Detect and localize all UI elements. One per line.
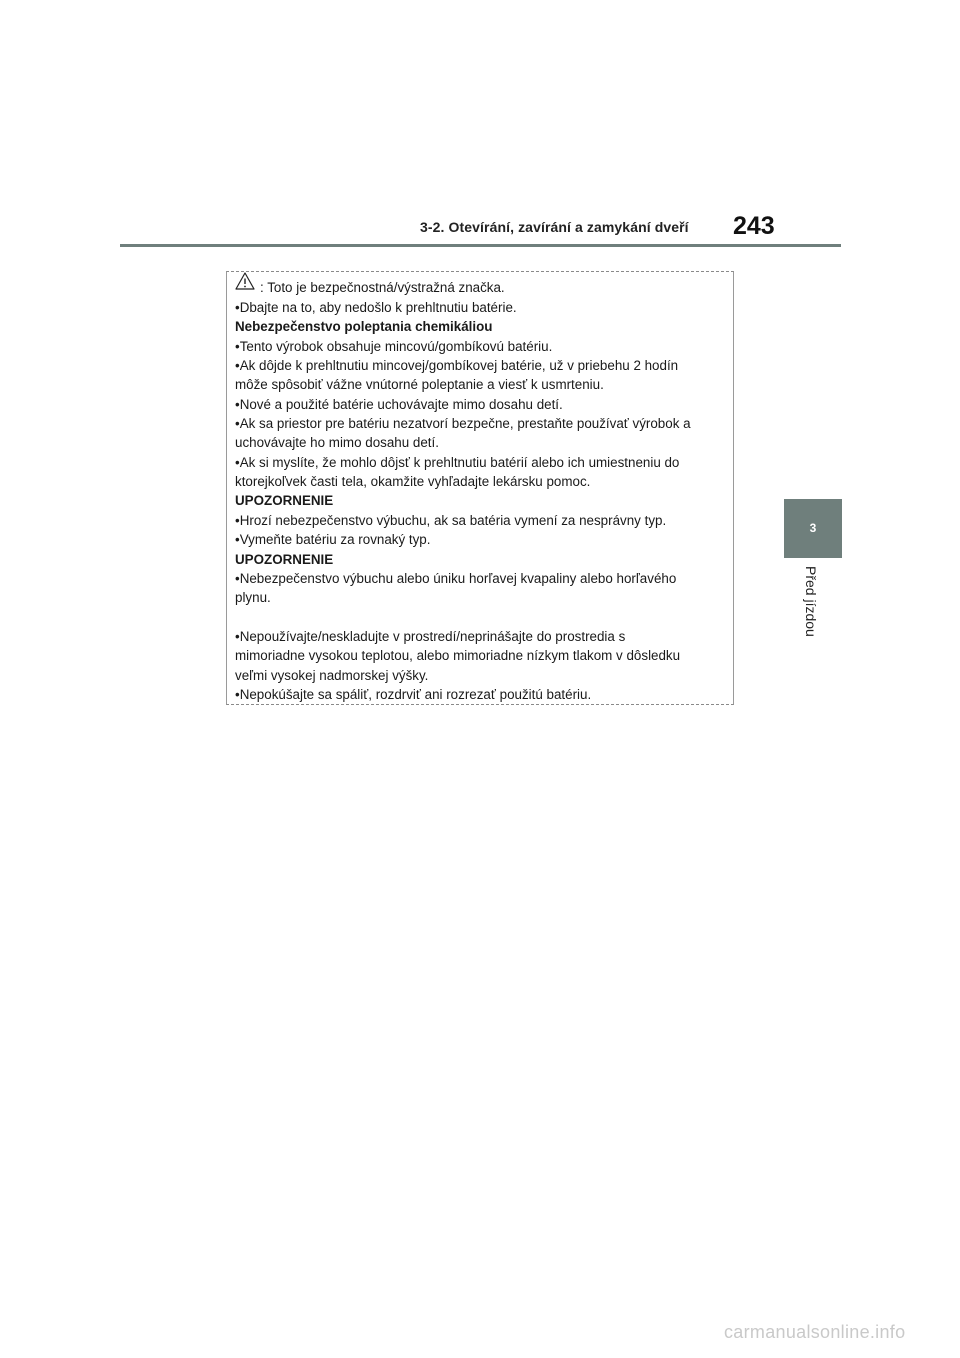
chapter-number: 3 — [809, 521, 817, 535]
warning-line: •Ak dôjde k prehltnutiu mincovej/gombíkovej batérie, už v priebehu 2 hodín — [235, 358, 679, 373]
warning-line: •Vymeňte batériu za rovnaký typ. — [235, 532, 431, 547]
warning-heading: UPOZORNENIE — [235, 552, 334, 567]
warning-line: ktorejkoľvek časti tela, okamžite vyhľadajte lekársku pomoc. — [235, 474, 591, 489]
chapter-label: Před jízdou — [803, 566, 819, 637]
warning-line: mimoriadne vysokou teplotou, alebo mimoriadne nízkym tlakom v dôsledku — [235, 648, 681, 663]
warning-symbol-note: : Toto je bezpečnostná/výstražná značka. — [260, 280, 505, 295]
page-number: 243 — [733, 212, 775, 240]
warning-line: •Ak sa priestor pre batériu nezatvorí bezpečne, prestaňte používať výrobok a — [235, 416, 691, 431]
warning-line: plynu. — [235, 590, 271, 605]
watermark: carmanualsonline.info — [724, 1322, 906, 1342]
header-rule — [120, 244, 841, 247]
section-title: 3-2. Otevírání, zavírání a zamykání dveří — [420, 219, 689, 235]
warning-line: •Nové a použité batérie uchovávajte mimo dosahu detí. — [235, 397, 563, 412]
warning-line: •Dbajte na to, aby nedošlo k prehltnutiu batérie. — [235, 300, 517, 315]
warning-triangle-icon — [235, 272, 255, 290]
warning-heading: UPOZORNENIE — [235, 493, 334, 508]
chapter-tab — [784, 499, 842, 558]
warning-line: •Nebezpečenstvo výbuchu alebo úniku horľavej kvapaliny alebo horľavého — [235, 571, 677, 586]
warning-line: uchovávajte ho mimo dosahu detí. — [235, 435, 439, 450]
warning-line: •Ak si myslíte, že mohlo dôjsť k prehltnutiu batérií alebo ich umiestneniu do — [235, 455, 680, 470]
warning-line: •Nepoužívajte/neskladujte v prostredí/neprinášajte do prostredia s — [235, 629, 626, 644]
warning-heading: Nebezpečenstvo poleptania chemikáliou — [235, 319, 493, 334]
warning-line: veľmi vysokej nadmorskej výšky. — [235, 668, 429, 683]
warning-line: •Nepokúšajte sa spáliť, rozdrviť ani rozrezať použitú batériu. — [235, 687, 592, 702]
warning-line: môže spôsobiť vážne vnútorné poleptanie a viesť k usmrteniu. — [235, 377, 604, 392]
warning-line: •Hrozí nebezpečenstvo výbuchu, ak sa batéria vymení za nesprávny typ. — [235, 513, 667, 528]
warning-line: •Tento výrobok obsahuje mincovú/gombíkovú batériu. — [235, 339, 553, 354]
